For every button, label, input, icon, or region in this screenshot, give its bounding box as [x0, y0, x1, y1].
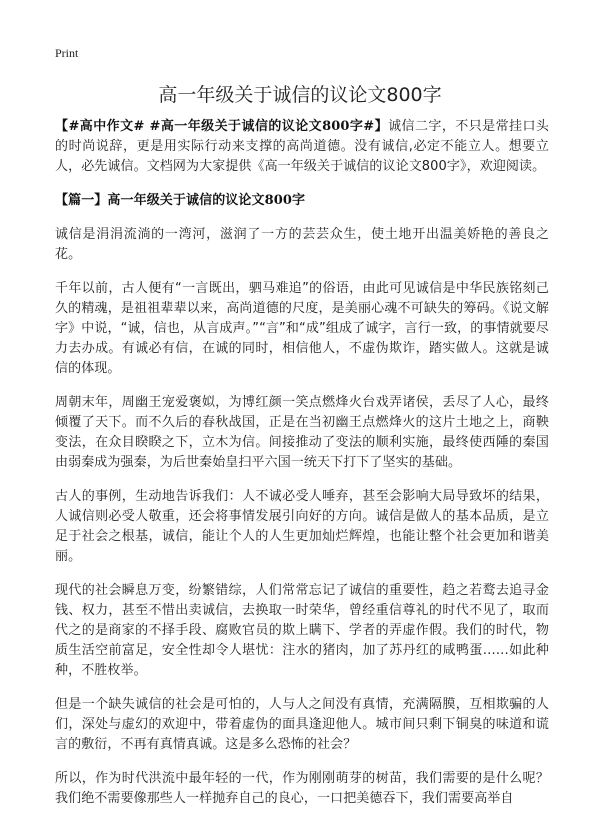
- section-heading: 【篇一】高一年级关于诚信的议论文800字: [55, 193, 306, 208]
- paragraph-1: 诚信是涓涓流淌的一湾河，滋润了一方的芸芸众生，使土地开出温美娇艳的善良之花。: [55, 227, 549, 262]
- document-title: 高一年级关于诚信的议论文800字: [158, 84, 442, 106]
- paragraph-2: 千年以前，古人便有“一言既出，驷马难追”的俗语，由此可见诚信是中华民族铭刻己久的精魂，是祖祖辈辈以来，高尚道德的尺度，是美丽心魂不可缺失的筹码。《说文解字》中说，“诚，信也，从言成声。”“言”和“成”组成了诚字，言行一致，的事情就要尽力去办成。有诚必有信，在诚的同时，相信他人，不虚伪欺诈，踏实做人。这就是诚信的体现。: [55, 281, 549, 376]
- document-body: [55, 117, 549, 809]
- paragraph-6: 但是一个缺失诚信的社会是可怕的，人与人之间没有真情，充满隔膜，互相欺骗的人们，深处与虚幻的欢迎中，带着虚伪的面具逢迎他人。城市间只剩下铜臭的味道和谎言的敷衍，不再有真情真诚。这是多么恐怖的社会？: [55, 697, 549, 752]
- print-link[interactable]: Print: [55, 46, 79, 60]
- paragraph-3: 周朝末年，周幽王宠爱褒姒，为博红颜一笑点燃烽火台戏弄诸侯，丢尽了人心，最终倾覆了天下。而不久后的春秋战国，正是在当初幽王点燃烽火的这片土地之上，商鞅变法，在众目睽睽之下，立木为信。间接推动了变法的顺利实施，最终使西陲的秦国由弱秦成为强秦，为后世秦始皇扫平六国一统天下打下了坚实的基础。: [55, 395, 549, 470]
- paragraph-4: 古人的事例，生动地告诉我们：人不诚必受人唾弃，甚至会影响大局导致坏的结果，人诚信则必受人敬重，还会将事情发展引向好的方向。诚信是做人的基本品质，是立足于社会之根基，诚信，能让个人的人生更加灿烂辉煌，也能让整个社会更加和谐美丽。: [55, 489, 549, 564]
- intro-text: 诚信二字，不只是常挂口头的时尚说辞，更是用实际行动来支撑的高尚道德。没有诚信,必定不能立人。想要立人，必先诚信。文档网为大家提供《高一年级关于诚信的议论文800字》，欢迎阅读。: [55, 119, 550, 174]
- paragraph-7: 所以，作为时代洪流中最年轻的一代，作为刚刚萌芽的树苗，我们需要的是什么呢？我们绝不需要像那些人一样抛弃自己的良心，一口把美德吞下，我们需要高举自: [55, 771, 549, 806]
- intro-tag: 【#高中作文# #高一年级关于诚信的议论文800字#】: [55, 119, 389, 134]
- paragraph-5: 现代的社会瞬息万变，纷繁错综，人们常常忘记了诚信的重要性，趋之若鹜去追寻金钱、权力，甚至不惜出卖诚信，去换取一时荣华，曾经重信尊礼的时代不见了，取而代之的是商家的不择手段、腐败官员的欺上瞒下、学者的弄虚作假。我们的时代，物质生活空前富足，安全性却令人堪忧：注水的猪肉，加了苏丹红的咸鸭蛋……如此种种，不胜枚举。: [55, 583, 549, 678]
- intro-paragraph: [55, 117, 549, 177]
